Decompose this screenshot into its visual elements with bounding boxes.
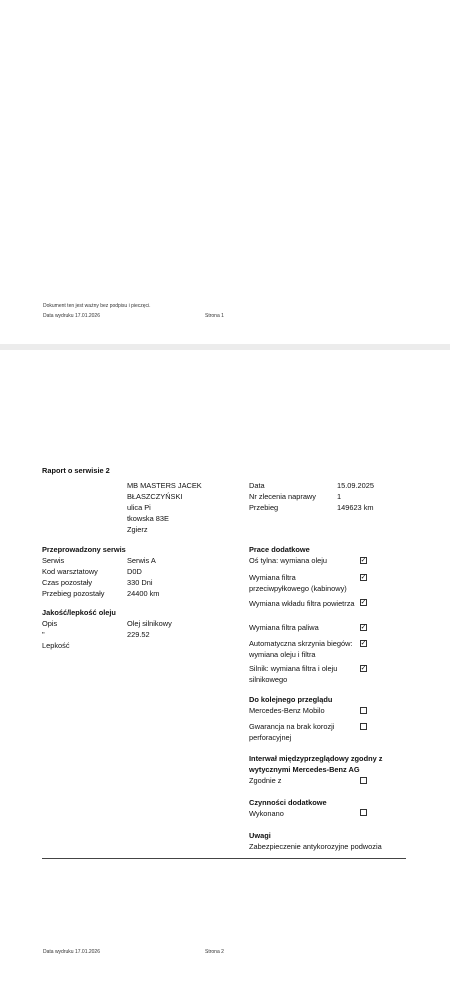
remarks-text: Zabezpieczenie antykorozyjne podwozia [249,842,382,851]
order-number-label: Nr zlecenia naprawy [249,492,316,501]
check-mark-icon: ✓ [360,574,367,581]
next-inspection-item-label: Gwarancja na brak korozji perforacyjnej [249,722,335,742]
oil-row-label: " [42,630,45,639]
extra-work-item-label: Wymiana filtra przeciwpyłkowego (kabinowy) [249,573,347,593]
interval-checkbox[interactable] [360,777,367,784]
check-mark-icon: ✓ [360,640,367,647]
interval-heading: Interwał międzyprzeglądowy zgodny z wytycznymi Mercedes-Benz AG [249,754,383,774]
oil-row-value: 229.52 [127,630,150,639]
service-row-value: 24400 km [127,589,160,598]
next-inspection-checkbox[interactable] [360,723,367,730]
page-number: Strona 1 [205,313,224,319]
date-label: Data [249,481,265,490]
extra-work-checkbox[interactable] [360,574,367,581]
additional-activities-item-label: Wykonano [249,809,284,818]
next-inspection-item-label: Mercedes-Benz Mobilo [249,706,325,715]
document-page-2 [0,350,450,1000]
date-value: 15.09.2025 [337,481,374,490]
service-row-value: Serwis A [127,556,156,565]
additional-activities-checkbox[interactable] [360,809,367,816]
next-inspection-heading: Do kolejnego przeglądu [249,695,333,704]
service-row-value: 330 Dni [127,578,153,587]
check-mark-icon: ✓ [360,557,367,564]
document-page-1 [0,0,450,344]
oil-heading: Jakość/lepkość oleju [42,608,116,617]
oil-row-label: Opis [42,619,58,628]
remarks-heading: Uwagi [249,831,271,840]
oil-row-value: Olej silnikowy [127,619,172,628]
check-mark-icon: ✓ [360,599,367,606]
next-inspection-checkbox[interactable] [360,707,367,714]
extra-work-item-label: Wymiana filtra paliwa [249,623,319,632]
report-title: Raport o serwisie 2 [42,466,110,475]
validity-disclaimer: Dokument ten jest ważny bez podpisu i pieczęci. [43,303,151,309]
dealer-line: MB MASTERS JACEK [127,481,202,490]
page-number: Strona 2 [205,949,224,955]
extra-work-item-label: Silnik: wymiana filtra i oleju silnikowego [249,664,338,684]
mileage-label: Przebieg [249,503,279,512]
additional-activities-heading: Czynności dodatkowe [249,798,327,807]
dealer-line: ulica Pi [127,503,151,512]
order-number-value: 1 [337,492,342,501]
service-row-value: D0D [127,567,142,576]
extra-work-checkbox[interactable] [360,624,367,631]
print-date: Data wydruku 17.01.2026 [43,949,100,955]
dealer-line: tkowska 83E [127,514,169,523]
service-row-label: Przebieg pozostały [42,589,105,598]
service-row-label: Kod warsztatowy [42,567,98,576]
extra-work-checkbox[interactable] [360,599,367,606]
extra-work-item-label: Oś tylna: wymiana oleju [249,556,328,565]
extra-work-checkbox[interactable] [360,557,367,564]
service-row-label: Serwis [42,556,65,565]
print-date: Data wydruku 17.01.2026 [43,313,100,319]
extra-work-checkbox[interactable] [360,665,367,672]
check-mark-icon: ✓ [360,665,367,672]
extra-work-item-label: Wymiana wkładu filtra powietrza [249,599,355,608]
oil-row-label: Lepkość [42,641,70,650]
section-divider [42,858,406,859]
extra-work-checkbox[interactable] [360,640,367,647]
interval-item-label: Zgodnie z [249,776,282,785]
extra-work-heading: Prace dodatkowe [249,545,310,554]
check-mark-icon: ✓ [360,624,367,631]
dealer-line: BŁASZCZYŃSKI [127,492,183,501]
dealer-line: Zgierz [127,525,148,534]
service-row-label: Czas pozostały [42,578,93,587]
mileage-value: 149623 km [337,503,374,512]
service-heading: Przeprowadzony serwis [42,545,126,554]
extra-work-item-label: Automatyczna skrzynia biegów: wymiana oleju i filtra [249,639,353,659]
